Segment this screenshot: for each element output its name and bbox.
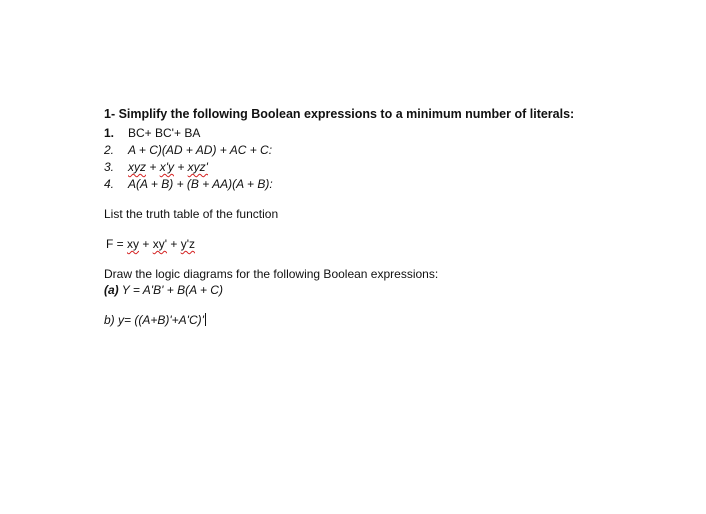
function-term: xy'	[152, 237, 167, 251]
item-number: 2.	[104, 143, 115, 157]
logic-diagram-prompt: Draw the logic diagrams for the following Boolean expressions:	[104, 267, 439, 281]
list-item-3	[104, 160, 208, 174]
list-item-1	[104, 126, 200, 140]
part-a-expression	[104, 283, 223, 297]
part-b-text: b) y= ((A+B)'+A'C)'	[104, 313, 204, 327]
item-number: 1.	[104, 126, 115, 140]
item-text: A(A + B) + (B + AA)(A + B):	[128, 177, 273, 191]
function-term: xy	[127, 237, 140, 251]
operator: +	[146, 160, 160, 174]
function-prefix: F =	[106, 237, 128, 251]
list-item-4	[104, 177, 273, 191]
text-cursor	[205, 313, 206, 326]
truth-table-prompt: List the truth table of the function	[104, 207, 279, 221]
function-expression	[106, 237, 195, 251]
part-a-label: (a)	[104, 283, 119, 297]
item-text: A + C)(AD + AD) + AC + C:	[128, 143, 273, 157]
expression-term: x'y	[159, 160, 174, 174]
expression-term: xyz	[128, 160, 146, 174]
item-number: 3.	[104, 160, 115, 174]
expression-term: xyz'	[187, 160, 208, 174]
part-b-expression	[104, 313, 206, 327]
function-term: y'z	[180, 237, 195, 251]
item-number: 4.	[104, 177, 115, 191]
section-heading: 1- Simplify the following Boolean expressions to a minimum number of literals:	[104, 107, 575, 121]
operator: +	[173, 160, 188, 174]
operator: +	[139, 237, 153, 251]
part-a-text: Y = A'B' + B(A + C)	[118, 283, 223, 297]
list-item-2	[104, 143, 272, 157]
item-text: BC+ BC'+ BA	[128, 126, 201, 140]
operator: +	[167, 237, 181, 251]
